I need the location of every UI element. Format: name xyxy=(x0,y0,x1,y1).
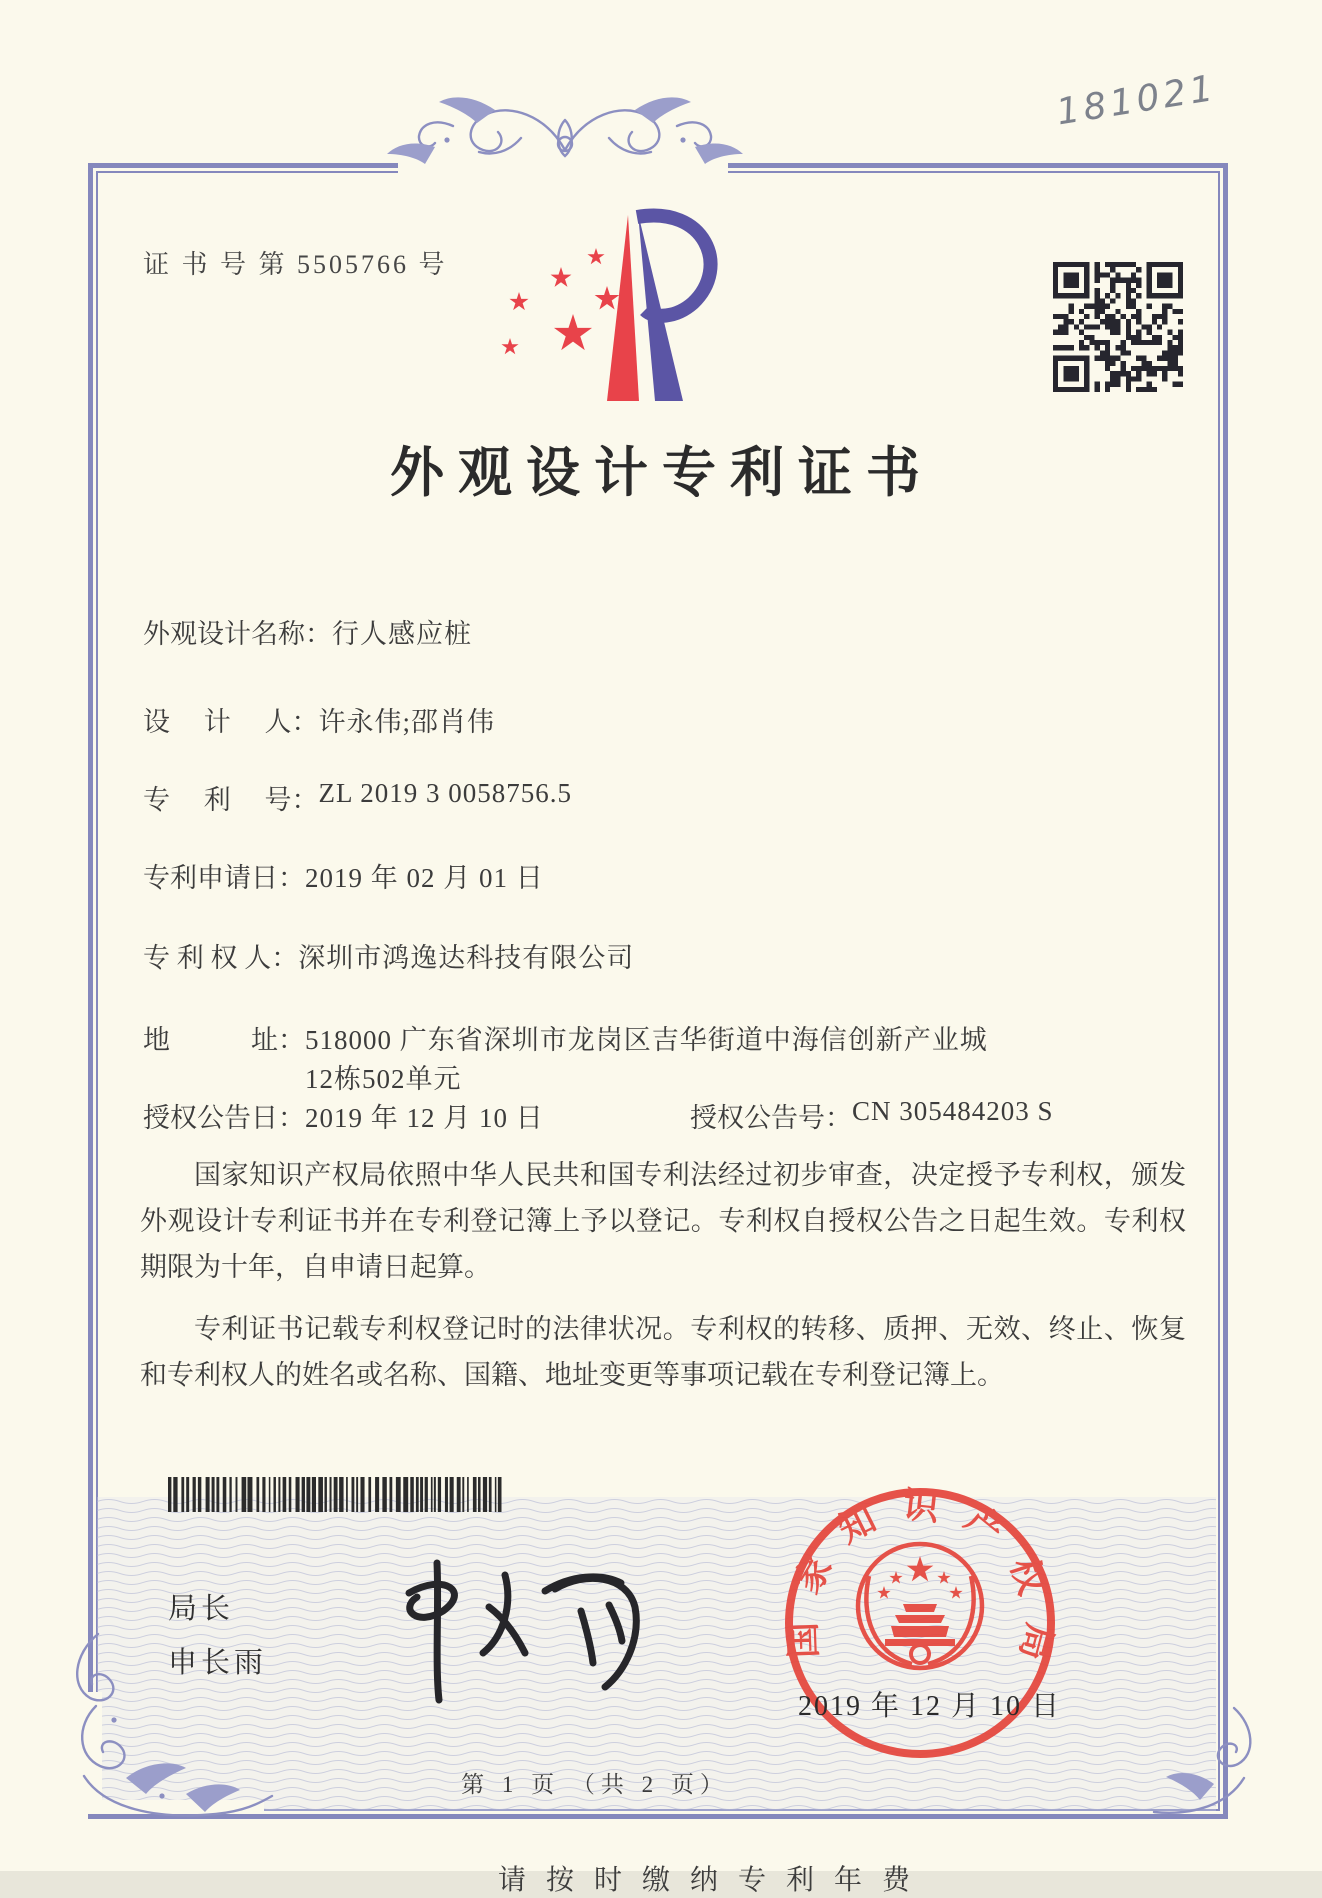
field-label: 专利申请日： xyxy=(143,863,305,893)
field-label: 专 利 号： xyxy=(143,785,319,815)
official-seal xyxy=(775,1478,1065,1768)
seal-ring-text: 国家知识产权局 xyxy=(782,1484,1061,1688)
field-value: 行人感应桩 xyxy=(332,619,472,649)
bottom-edge-clipped-text: 请按时缴纳专利年费 xyxy=(498,1865,931,1896)
certificate-number: 证 书 号 第 5505766 号 xyxy=(143,250,448,279)
field-value: ZL 2019 3 0058756.5 xyxy=(318,778,572,808)
field-value: 许永伟;邵肖伟 xyxy=(318,707,496,737)
bottom-right-flourish-ornament xyxy=(1128,1700,1258,1826)
field-row-designer xyxy=(143,700,495,739)
field-label: 地 址： xyxy=(143,1025,305,1055)
field-value: 518000 广东省深圳市龙岗区吉华街道中海信创新产业城12栋502单元 xyxy=(305,1025,988,1094)
national-emblem-icon xyxy=(858,1544,982,1668)
cnipa-logo-icon xyxy=(455,205,755,410)
field-value: CN 305484203 S xyxy=(852,1096,1054,1126)
barcode xyxy=(168,1477,503,1512)
signature-script xyxy=(385,1545,675,1715)
legal-text-block xyxy=(140,1152,1186,1414)
field-label: 专 利 权 人： xyxy=(143,943,299,973)
signer-name: 申长雨 xyxy=(168,1647,268,1679)
field-row-filing-date xyxy=(143,856,544,895)
field-label: 设 计 人： xyxy=(143,707,319,737)
handwritten-note: 181021 xyxy=(1053,67,1220,134)
field-value: 深圳市鸿逸达科技有限公司 xyxy=(298,943,635,973)
field-row-grant-date xyxy=(143,1096,544,1135)
field-row-address xyxy=(143,1018,995,1096)
qr-code xyxy=(1053,262,1183,392)
bottom-left-flourish-ornament xyxy=(66,1628,276,1826)
field-label: 授权公告日： xyxy=(143,1103,305,1133)
field-row-design-name xyxy=(143,612,472,651)
field-label: 外观设计名称： xyxy=(143,619,332,649)
signer-title: 局长 xyxy=(168,1593,235,1625)
certificate-title: 外观设计专利证书 xyxy=(390,443,934,503)
seal-date: 2019 年 12 月 10 日 xyxy=(798,1691,1062,1722)
body-paragraph-2: 专利证书记载专利权登记时的法律状况。专利权的转移、质押、无效、终止、恢复和专利权人的姓名或名称、国籍、地址变更等事项记载在专利登记簿上。 xyxy=(140,1314,1186,1390)
field-value: 2019 年 02 月 01 日 xyxy=(305,863,544,893)
field-value: 2019 年 12 月 10 日 xyxy=(305,1103,544,1133)
field-row-patentee xyxy=(143,936,634,975)
field-row-patent-no xyxy=(143,778,572,817)
page-footer: 第 1 页 （共 2 页） xyxy=(461,1772,729,1797)
body-paragraph-1: 国家知识产权局依照中华人民共和国专利法经过初步审查，决定授予专利权，颁发外观设计专利证书并在专利登记簿上予以登记。专利权自授权公告之日起生效。专利权期限为十年，自申请日起算。 xyxy=(140,1160,1186,1282)
field-label: 授权公告号： xyxy=(690,1103,852,1133)
field-row-grant-number xyxy=(690,1096,1054,1135)
top-flourish-ornament xyxy=(383,92,747,184)
